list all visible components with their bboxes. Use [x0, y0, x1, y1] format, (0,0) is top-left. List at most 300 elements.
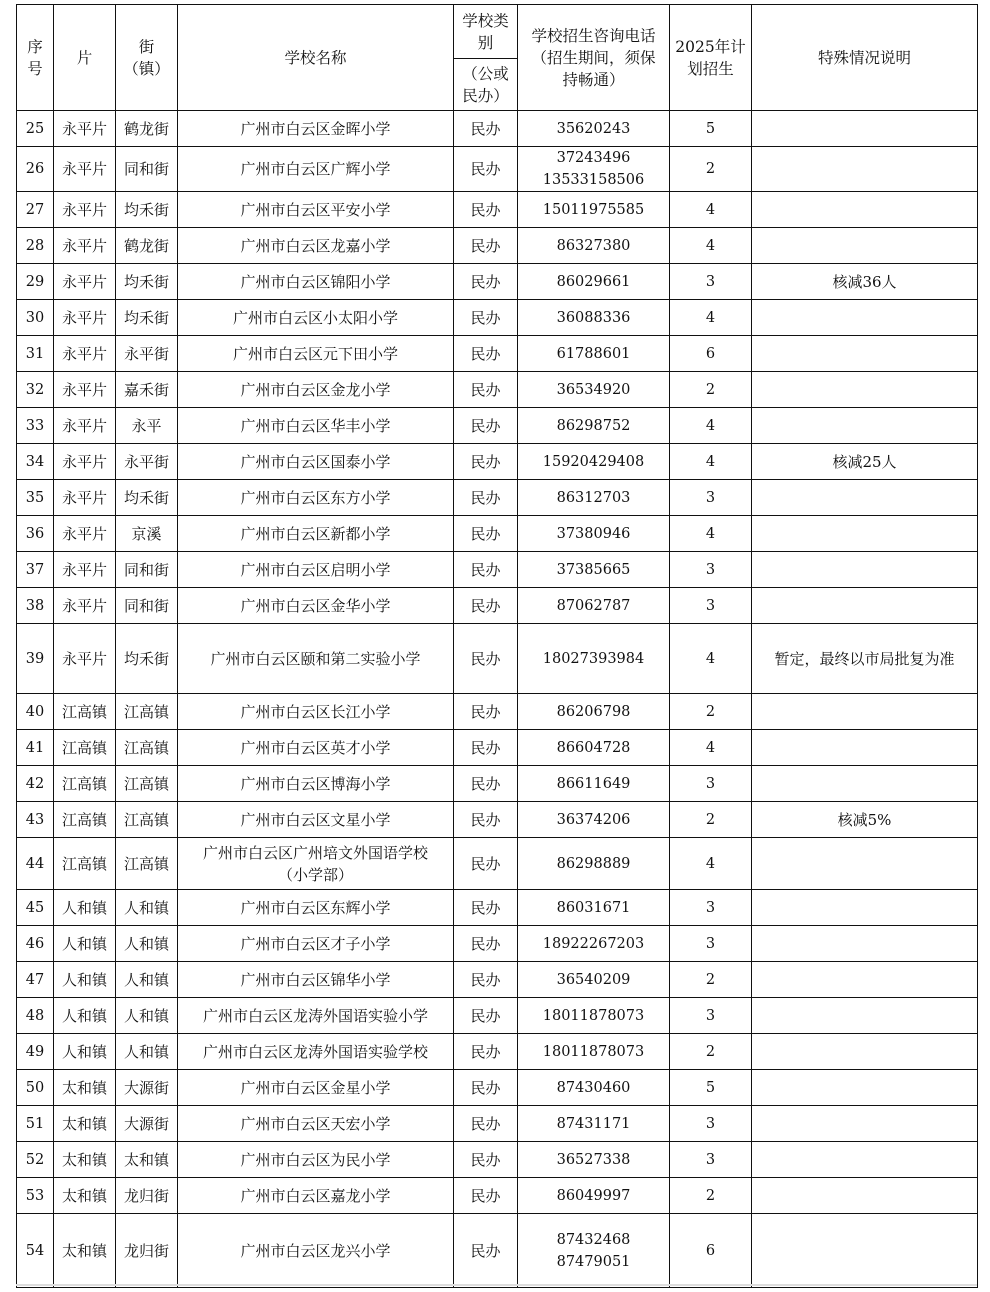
table-row — [17, 766, 978, 802]
table-row — [17, 336, 978, 372]
table-row — [17, 552, 978, 588]
table-row — [17, 1070, 978, 1106]
seq-cell: 47 — [17, 962, 54, 998]
area-cell: 永平片 — [54, 300, 116, 336]
note-cell — [752, 1070, 978, 1106]
school-name-cell: 广州市白云区国泰小学 — [178, 444, 454, 480]
seq-cell: 54 — [17, 1214, 54, 1288]
table-row — [17, 516, 978, 552]
note-cell: 核减5% — [752, 802, 978, 838]
street-cell: 江高镇 — [116, 766, 178, 802]
plan-cell: 3 — [670, 998, 752, 1034]
table-body — [17, 111, 978, 1288]
seq-cell: 31 — [17, 336, 54, 372]
plan-cell: 4 — [670, 408, 752, 444]
table-row — [17, 111, 978, 147]
plan-cell: 4 — [670, 516, 752, 552]
note-cell — [752, 1034, 978, 1070]
plan-cell: 3 — [670, 264, 752, 300]
area-cell: 人和镇 — [54, 926, 116, 962]
note-cell — [752, 147, 978, 192]
table-row — [17, 730, 978, 766]
street-cell: 江高镇 — [116, 694, 178, 730]
street-cell: 太和镇 — [116, 1142, 178, 1178]
seq-cell: 46 — [17, 926, 54, 962]
table-row — [17, 1178, 978, 1214]
school-name-cell: 广州市白云区博海小学 — [178, 766, 454, 802]
note-cell — [752, 192, 978, 228]
phone-cell — [518, 552, 670, 588]
table-row — [17, 838, 978, 890]
phone-cell — [518, 228, 670, 264]
street-cell: 江高镇 — [116, 730, 178, 766]
plan-cell: 2 — [670, 147, 752, 192]
phone-cell — [518, 1142, 670, 1178]
school-type-cell: 民办 — [454, 516, 518, 552]
plan-cell: 4 — [670, 444, 752, 480]
street-cell: 均禾街 — [116, 300, 178, 336]
school-name-cell: 广州市白云区龙涛外国语实验小学 — [178, 998, 454, 1034]
seq-cell: 33 — [17, 408, 54, 444]
school-name-cell: 广州市白云区小太阳小学 — [178, 300, 454, 336]
table-row — [17, 962, 978, 998]
phone-cell — [518, 624, 670, 694]
seq-cell: 32 — [17, 372, 54, 408]
school-name-cell: 广州市白云区长江小学 — [178, 694, 454, 730]
phone-cell — [518, 336, 670, 372]
school-name-cell: 广州市白云区天宏小学 — [178, 1106, 454, 1142]
phone-cell — [518, 588, 670, 624]
plan-cell: 3 — [670, 1142, 752, 1178]
phone-number: 86611649 — [556, 775, 631, 792]
table-row — [17, 1106, 978, 1142]
area-cell: 江高镇 — [54, 802, 116, 838]
header-plan: 2025年计 划招生 — [670, 5, 752, 111]
school-type-cell: 民办 — [454, 766, 518, 802]
plan-cell: 3 — [670, 1106, 752, 1142]
seq-cell: 52 — [17, 1142, 54, 1178]
seq-cell: 39 — [17, 624, 54, 694]
header-area: 片 — [54, 5, 116, 111]
table-row — [17, 694, 978, 730]
phone-number: 87479051 — [556, 1253, 631, 1270]
phone-number: 18011878073 — [542, 1043, 645, 1060]
table-row — [17, 300, 978, 336]
header-phone: 学校招生咨询电话 （招生期间，须保 持畅通） — [518, 5, 670, 111]
phone-cell — [518, 300, 670, 336]
area-cell: 永平片 — [54, 264, 116, 300]
school-type-cell: 民办 — [454, 1214, 518, 1288]
table-row — [17, 624, 978, 694]
phone-cell — [518, 192, 670, 228]
phone-number: 86049997 — [556, 1187, 631, 1204]
area-cell: 永平片 — [54, 516, 116, 552]
header-type-sub: （公或 民办） — [454, 59, 518, 111]
phone-cell — [518, 1214, 670, 1288]
school-type-cell: 民办 — [454, 962, 518, 998]
plan-cell: 4 — [670, 838, 752, 890]
phone-cell — [518, 766, 670, 802]
note-cell — [752, 1214, 978, 1288]
school-name-cell: 广州市白云区嘉龙小学 — [178, 1178, 454, 1214]
table-row — [17, 926, 978, 962]
seq-cell: 35 — [17, 480, 54, 516]
phone-number: 86298889 — [556, 855, 631, 872]
school-type-cell: 民办 — [454, 408, 518, 444]
school-type-cell: 民办 — [454, 1142, 518, 1178]
school-name-cell: 广州市白云区平安小学 — [178, 192, 454, 228]
plan-cell: 2 — [670, 802, 752, 838]
plan-cell: 5 — [670, 111, 752, 147]
street-cell: 均禾街 — [116, 264, 178, 300]
seq-cell: 30 — [17, 300, 54, 336]
school-type-cell: 民办 — [454, 264, 518, 300]
note-cell — [752, 926, 978, 962]
phone-number: 86327380 — [556, 237, 631, 254]
school-type-cell: 民办 — [454, 300, 518, 336]
school-name-cell: 广州市白云区广辉小学 — [178, 147, 454, 192]
school-type-cell: 民办 — [454, 336, 518, 372]
school-type-cell: 民办 — [454, 1070, 518, 1106]
school-type-cell: 民办 — [454, 444, 518, 480]
school-type-cell: 民办 — [454, 588, 518, 624]
note-cell: 核减36人 — [752, 264, 978, 300]
plan-cell: 4 — [670, 192, 752, 228]
area-cell: 太和镇 — [54, 1106, 116, 1142]
plan-cell: 2 — [670, 694, 752, 730]
note-cell — [752, 372, 978, 408]
phone-cell — [518, 147, 670, 192]
note-cell — [752, 1142, 978, 1178]
note-cell — [752, 111, 978, 147]
street-cell: 嘉禾街 — [116, 372, 178, 408]
street-cell: 同和街 — [116, 552, 178, 588]
phone-number: 87432468 — [556, 1231, 631, 1248]
area-cell: 永平片 — [54, 228, 116, 264]
school-name-cell: 广州市白云区启明小学 — [178, 552, 454, 588]
school-name-cell: 广州市白云区龙涛外国语实验学校 — [178, 1034, 454, 1070]
area-cell: 江高镇 — [54, 766, 116, 802]
seq-cell: 42 — [17, 766, 54, 802]
area-cell: 江高镇 — [54, 694, 116, 730]
header-seq: 序 号 — [17, 5, 54, 111]
header-school-name: 学校名称 — [178, 5, 454, 111]
street-cell: 江高镇 — [116, 838, 178, 890]
school-type-cell: 民办 — [454, 624, 518, 694]
area-cell: 人和镇 — [54, 998, 116, 1034]
school-name-cell: 广州市白云区东方小学 — [178, 480, 454, 516]
school-type-cell: 民办 — [454, 1178, 518, 1214]
area-cell: 人和镇 — [54, 962, 116, 998]
area-cell: 永平片 — [54, 552, 116, 588]
street-cell: 龙归街 — [116, 1214, 178, 1288]
note-cell — [752, 300, 978, 336]
note-cell — [752, 228, 978, 264]
street-cell: 江高镇 — [116, 802, 178, 838]
area-cell: 太和镇 — [54, 1142, 116, 1178]
seq-cell: 43 — [17, 802, 54, 838]
street-cell: 均禾街 — [116, 480, 178, 516]
table-row — [17, 480, 978, 516]
area-cell: 永平片 — [54, 588, 116, 624]
school-name-cell: 广州市白云区锦华小学 — [178, 962, 454, 998]
seq-cell: 26 — [17, 147, 54, 192]
school-name-cell: 广州市白云区龙兴小学 — [178, 1214, 454, 1288]
area-cell: 永平片 — [54, 624, 116, 694]
phone-cell — [518, 1034, 670, 1070]
phone-cell — [518, 111, 670, 147]
note-cell: 核减25人 — [752, 444, 978, 480]
street-cell: 人和镇 — [116, 890, 178, 926]
phone-number: 86604728 — [556, 739, 631, 756]
street-cell: 大源街 — [116, 1106, 178, 1142]
area-cell: 永平片 — [54, 444, 116, 480]
street-cell: 均禾街 — [116, 624, 178, 694]
school-type-cell: 民办 — [454, 372, 518, 408]
phone-number: 61788601 — [556, 345, 631, 362]
school-type-cell: 民办 — [454, 802, 518, 838]
note-cell — [752, 516, 978, 552]
school-type-cell: 民办 — [454, 111, 518, 147]
seq-cell: 28 — [17, 228, 54, 264]
phone-number: 86312703 — [556, 489, 631, 506]
table-row — [17, 228, 978, 264]
school-name-cell: 广州市白云区金华小学 — [178, 588, 454, 624]
area-cell: 永平片 — [54, 336, 116, 372]
plan-cell: 2 — [670, 372, 752, 408]
phone-number: 87062787 — [556, 597, 631, 614]
phone-cell — [518, 730, 670, 766]
phone-number: 86031671 — [556, 899, 631, 916]
plan-cell: 4 — [670, 300, 752, 336]
note-cell — [752, 962, 978, 998]
phone-cell — [518, 264, 670, 300]
school-type-cell: 民办 — [454, 192, 518, 228]
seq-cell: 38 — [17, 588, 54, 624]
table-row — [17, 372, 978, 408]
note-cell — [752, 766, 978, 802]
note-cell — [752, 552, 978, 588]
street-cell: 人和镇 — [116, 998, 178, 1034]
street-cell: 人和镇 — [116, 962, 178, 998]
school-name-cell: 广州市白云区颐和第二实验小学 — [178, 624, 454, 694]
phone-number: 36374206 — [556, 811, 631, 828]
plan-cell: 2 — [670, 962, 752, 998]
plan-cell: 4 — [670, 228, 752, 264]
street-cell: 鹤龙街 — [116, 228, 178, 264]
school-name-cell: 广州市白云区才子小学 — [178, 926, 454, 962]
phone-cell — [518, 1070, 670, 1106]
area-cell: 太和镇 — [54, 1178, 116, 1214]
seq-cell: 29 — [17, 264, 54, 300]
school-type-cell: 民办 — [454, 926, 518, 962]
phone-cell — [518, 926, 670, 962]
header-row — [17, 5, 978, 59]
street-cell: 均禾街 — [116, 192, 178, 228]
note-cell — [752, 694, 978, 730]
area-cell: 永平片 — [54, 480, 116, 516]
plan-cell: 5 — [670, 1070, 752, 1106]
school-name-cell: 广州市白云区东辉小学 — [178, 890, 454, 926]
seq-cell: 50 — [17, 1070, 54, 1106]
header-note: 特殊情况说明 — [752, 5, 978, 111]
phone-number: 87431171 — [556, 1115, 631, 1132]
note-cell: 暂定，最终以市局批复为准 — [752, 624, 978, 694]
phone-cell — [518, 372, 670, 408]
phone-cell — [518, 802, 670, 838]
page-edge — [16, 1284, 977, 1286]
phone-number: 13533158506 — [542, 172, 645, 188]
street-cell: 龙归街 — [116, 1178, 178, 1214]
plan-cell: 2 — [670, 1034, 752, 1070]
phone-cell — [518, 998, 670, 1034]
school-name-cell: 广州市白云区英才小学 — [178, 730, 454, 766]
area-cell: 永平片 — [54, 372, 116, 408]
school-name-cell: 广州市白云区华丰小学 — [178, 408, 454, 444]
plan-cell: 3 — [670, 480, 752, 516]
seq-cell: 25 — [17, 111, 54, 147]
note-cell — [752, 408, 978, 444]
street-cell: 同和街 — [116, 588, 178, 624]
phone-number: 37380946 — [556, 525, 631, 542]
street-cell: 鹤龙街 — [116, 111, 178, 147]
table-row — [17, 588, 978, 624]
phone-number: 15920429408 — [542, 453, 645, 470]
phone-cell — [518, 890, 670, 926]
phone-number: 86206798 — [556, 703, 631, 720]
seq-cell: 41 — [17, 730, 54, 766]
street-cell: 永平 — [116, 408, 178, 444]
phone-cell — [518, 480, 670, 516]
school-type-cell: 民办 — [454, 228, 518, 264]
seq-cell: 34 — [17, 444, 54, 480]
area-cell: 人和镇 — [54, 890, 116, 926]
table-row — [17, 998, 978, 1034]
phone-number: 86298752 — [556, 417, 631, 434]
seq-cell: 49 — [17, 1034, 54, 1070]
table-row — [17, 444, 978, 480]
street-cell: 人和镇 — [116, 926, 178, 962]
school-name-cell: 广州市白云区金晖小学 — [178, 111, 454, 147]
school-type-cell: 民办 — [454, 552, 518, 588]
phone-number: 36527338 — [556, 1151, 631, 1168]
school-name-cell: 广州市白云区文星小学 — [178, 802, 454, 838]
phone-number: 36534920 — [556, 381, 631, 398]
school-name-cell: 广州市白云区金星小学 — [178, 1070, 454, 1106]
area-cell: 永平片 — [54, 111, 116, 147]
phone-number: 86029661 — [556, 273, 631, 290]
plan-cell: 3 — [670, 588, 752, 624]
note-cell — [752, 890, 978, 926]
school-name-cell: 广州市白云区广州培文外国语学校 （小学部） — [178, 838, 454, 890]
school-type-cell: 民办 — [454, 694, 518, 730]
phone-cell — [518, 444, 670, 480]
school-type-cell: 民办 — [454, 890, 518, 926]
seq-cell: 48 — [17, 998, 54, 1034]
street-cell: 大源街 — [116, 1070, 178, 1106]
street-cell: 京溪 — [116, 516, 178, 552]
enrollment-table — [16, 4, 978, 1288]
phone-number: 18027393984 — [542, 650, 645, 667]
note-cell — [752, 480, 978, 516]
school-type-cell: 民办 — [454, 1106, 518, 1142]
seq-cell: 36 — [17, 516, 54, 552]
school-name-cell: 广州市白云区元下田小学 — [178, 336, 454, 372]
phone-number: 15011975585 — [542, 201, 645, 218]
phone-cell — [518, 838, 670, 890]
phone-number: 87430460 — [556, 1079, 631, 1096]
table-row — [17, 192, 978, 228]
phone-number: 36088336 — [556, 309, 631, 326]
school-type-cell: 民办 — [454, 730, 518, 766]
plan-cell: 3 — [670, 766, 752, 802]
area-cell: 永平片 — [54, 408, 116, 444]
area-cell: 人和镇 — [54, 1034, 116, 1070]
table-row — [17, 408, 978, 444]
table-row — [17, 264, 978, 300]
area-cell: 太和镇 — [54, 1070, 116, 1106]
table-row — [17, 1214, 978, 1288]
plan-cell: 3 — [670, 890, 752, 926]
plan-cell: 2 — [670, 1178, 752, 1214]
phone-cell — [518, 408, 670, 444]
phone-cell — [518, 516, 670, 552]
header-street: 街 （镇） — [116, 5, 178, 111]
phone-number: 36540209 — [556, 971, 631, 988]
note-cell — [752, 1178, 978, 1214]
school-type-cell: 民办 — [454, 147, 518, 192]
plan-cell: 4 — [670, 730, 752, 766]
phone-number: 37385665 — [556, 561, 631, 578]
school-name-cell: 广州市白云区龙嘉小学 — [178, 228, 454, 264]
table-row — [17, 1142, 978, 1178]
table-row — [17, 802, 978, 838]
note-cell — [752, 998, 978, 1034]
seq-cell: 51 — [17, 1106, 54, 1142]
seq-cell: 37 — [17, 552, 54, 588]
phone-number: 35620243 — [556, 120, 631, 137]
school-type-cell: 民办 — [454, 1034, 518, 1070]
school-type-cell: 民办 — [454, 838, 518, 890]
school-name-cell: 广州市白云区为民小学 — [178, 1142, 454, 1178]
note-cell — [752, 1106, 978, 1142]
seq-cell: 27 — [17, 192, 54, 228]
plan-cell: 6 — [670, 1214, 752, 1288]
seq-cell: 40 — [17, 694, 54, 730]
street-cell: 永平街 — [116, 336, 178, 372]
phone-number: 37243496 — [556, 150, 631, 166]
seq-cell: 44 — [17, 838, 54, 890]
phone-cell — [518, 1106, 670, 1142]
area-cell: 永平片 — [54, 147, 116, 192]
phone-number: 18922267203 — [542, 935, 645, 952]
note-cell — [752, 730, 978, 766]
school-type-cell: 民办 — [454, 998, 518, 1034]
table-row — [17, 890, 978, 926]
street-cell: 人和镇 — [116, 1034, 178, 1070]
school-type-cell: 民办 — [454, 480, 518, 516]
note-cell — [752, 588, 978, 624]
phone-number: 18011878073 — [542, 1007, 645, 1024]
area-cell: 江高镇 — [54, 838, 116, 890]
phone-cell — [518, 1178, 670, 1214]
school-name-cell: 广州市白云区金龙小学 — [178, 372, 454, 408]
school-name-cell: 广州市白云区新都小学 — [178, 516, 454, 552]
table-row — [17, 1034, 978, 1070]
phone-cell — [518, 962, 670, 998]
plan-cell: 6 — [670, 336, 752, 372]
plan-cell: 3 — [670, 552, 752, 588]
